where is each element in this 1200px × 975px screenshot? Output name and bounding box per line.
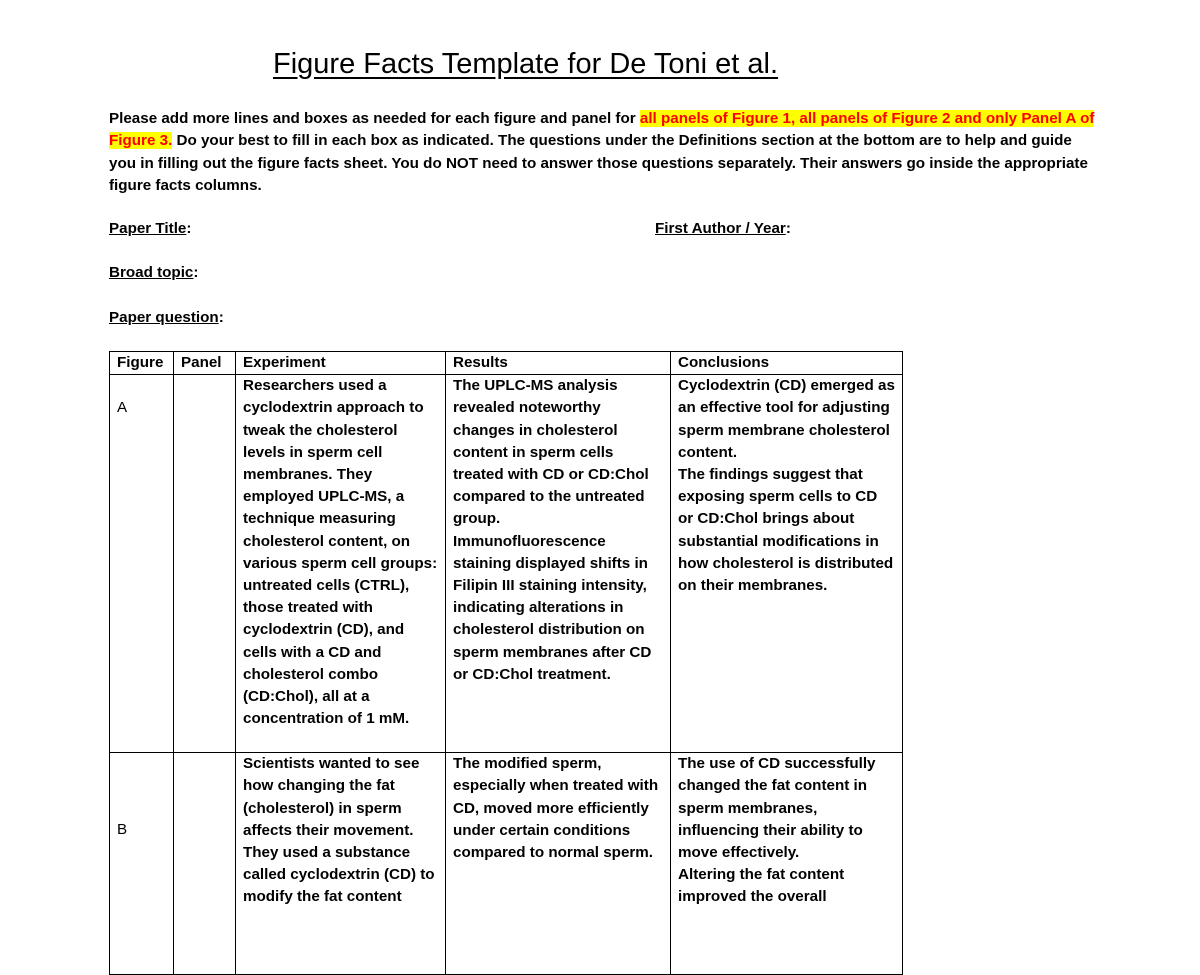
experiment-cell: Scientists wanted to see how changing the fat (cholesterol) in sperm affects their movement. They used a substance called cyclodextrin (CD) to modify the fat content (236, 753, 446, 975)
table-header-row (110, 352, 903, 375)
panel-cell (174, 375, 236, 753)
table-row (110, 375, 903, 753)
results-cell: The UPLC-MS analysis revealed noteworthy changes in cholesterol content in sperm cells treated with CD or CD:Chol compared to the untreated group. Immunofluorescence staining displayed shifts in Filipin III staining intensity, indicating alterations in cholesterol distribution on sperm membranes after CD or CD:Chol treatment. (446, 375, 671, 753)
paper-question-field: Paper question: (109, 309, 224, 326)
first-author-field: First Author / Year: (655, 220, 791, 237)
header-figure: Figure (110, 352, 174, 375)
figure-cell: B (110, 753, 174, 975)
highlighted-instructions: all panels of Figure 1, all panels of Figure 2 and only Panel A of Figure 3. (109, 110, 1095, 150)
figure-cell: A (110, 375, 174, 753)
broad-topic-field: Broad topic: (109, 264, 199, 281)
header-panel: Panel (174, 352, 236, 375)
instructions-text-start: Please add more lines and boxes as needed for each figure and panel for (109, 110, 640, 127)
page-title: Figure Facts Template for De Toni et al. (273, 48, 779, 80)
results-cell: The modified sperm, especially when treated with CD, moved more efficiently under certain conditions compared to normal sperm. (446, 753, 671, 975)
header-conclusions: Conclusions (671, 352, 903, 375)
conclusions-cell: The use of CD successfully changed the fat content in sperm membranes, influencing their ability to move effectively. Altering the fat content improved the overall (671, 753, 903, 975)
conclusions-cell: Cyclodextrin (CD) emerged as an effective tool for adjusting sperm membrane cholesterol content. The findings suggest that exposing sperm cells to CD or CD:Chol brings about substantial modifications in how cholesterol is distributed on their membranes. (671, 375, 903, 753)
paper-title-label: Paper Title (109, 220, 187, 237)
panel-cell (174, 753, 236, 975)
table-row (110, 753, 903, 975)
first-author-label: First Author / Year (655, 220, 786, 237)
experiment-cell: Researchers used a cyclodextrin approach to tweak the cholesterol levels in sperm cell membranes. They employed UPLC-MS, a technique measuring cholesterol content, on various sperm cell groups: untreated cells (CTRL), those treated with cyclodextrin (CD), and cells with a CD and cholesterol combo (CD:Chol), all at a concentration of 1 mM. (236, 375, 446, 753)
broad-topic-label: Broad topic (109, 264, 194, 281)
paper-title-field: Paper Title: (109, 220, 192, 237)
figure-facts-table (109, 351, 903, 975)
instructions-text-end: Do your best to fill in each box as indicated. The questions under the Definitions section at the bottom are to help and guide you in filling out the figure facts sheet. You do NOT need to answer those questions separately. Their answers go inside the appropriate figure facts columns. (109, 132, 1088, 194)
header-results: Results (446, 352, 671, 375)
paper-question-label: Paper question (109, 309, 219, 326)
header-experiment: Experiment (236, 352, 446, 375)
instructions-paragraph (109, 108, 1099, 197)
